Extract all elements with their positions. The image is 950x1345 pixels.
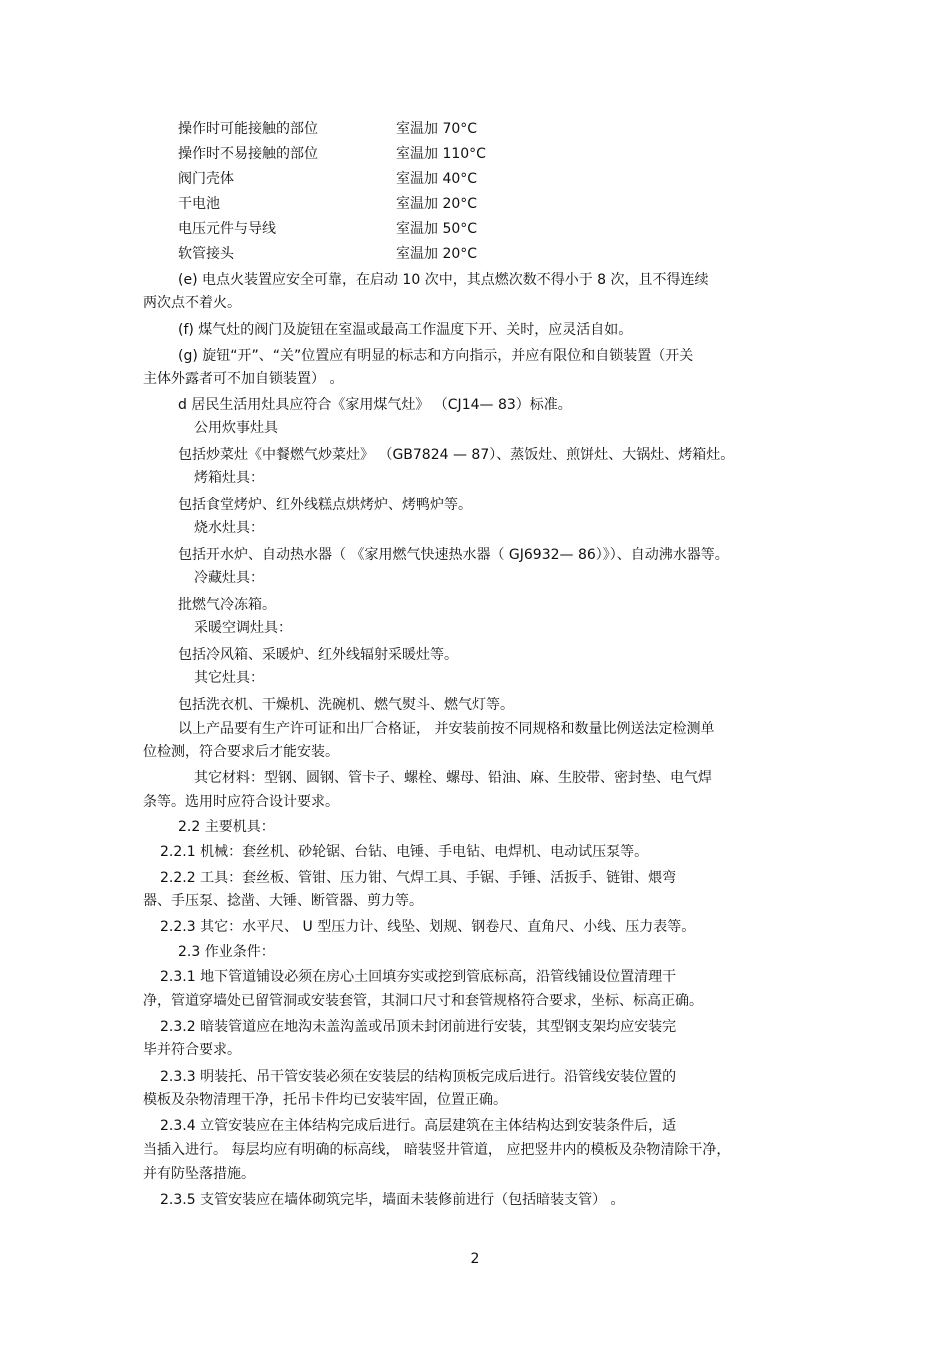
text-line: 其它灶具： [194,670,264,686]
text-line: 模板及杂物清理干净，托吊卡件均已安装牢固，位置正确。 [143,1092,507,1108]
table-part: 电压元件与导线 [178,221,276,237]
text-line: (e) 电点火装置应安全可靠，在启动 10 次中，其点燃次数不得小于 8 次，且不得连续 [178,272,709,288]
text-line: 2.2.3 其它：水平尺、 U 型压力计、线坠、划规、钢卷尺、直角尺、小线、压力表等。 [160,919,696,935]
text-line: 以上产品要有生产许可证和出厂合格证， 并安装前按不同规格和数量比例送法定检测单 [178,721,715,737]
text-line: 条等。选用时应符合设计要求。 [143,794,339,810]
table-value: 室温加 20°C [396,246,478,262]
text-line: 两次点不着火。 [143,295,241,311]
text-line: 2.3.3 明装托、吊干管安装必须在安装层的结构顶板完成后进行。沿管线安装位置的 [160,1069,677,1085]
text-line: (f) 煤气灶的阀门及旋钮在室温或最高工作温度下开、关时，应灵活自如。 [178,322,633,338]
text-line: 并有防坠落措施。 [143,1166,255,1182]
table-part: 干电池 [178,196,220,212]
text-line: 净，管道穿墙处已留管洞或安装套管，其洞口尺寸和套管规格符合要求，坐标、标高正确。 [143,993,703,1009]
text-line: 2.2.2 工具：套丝板、管钳、压力钳、气焊工具、手锯、手锤、活扳手、链钳、煨弯 [160,870,677,886]
text-line: 当插入进行。 每层均应有明确的标高线， 暗装竖井管道， 应把竖井内的模板及杂物清除干净， [143,1142,731,1158]
text-line: 2.3.1 地下管道铺设必须在房心土回填夯实或挖到管底标高，沿管线铺设位置清理干 [160,969,677,985]
text-line: 冷藏灶具： [194,570,264,586]
table-value: 室温加 110°C [396,146,486,162]
text-line: 包括炒菜灶《中餐燃气炒菜灶》 （GB7824 — 87）、蒸饭灶、煎饼灶、大锅灶、烤箱灶。 [178,447,735,463]
text-line: 位检测，符合要求后才能安装。 [143,744,339,760]
text-line: 2.3.4 立管安装应在主体结构完成后进行。高层建筑在主体结构达到安装条件后，适 [160,1118,677,1134]
text-line: 2.2.1 机械：套丝机、砂轮锯、台钻、电锤、手电钻、电焊机、电动试压泵等。 [160,844,649,860]
text-line: 2.2 主要机具： [178,819,275,835]
text-line: 烤箱灶具： [194,470,264,486]
table-part: 操作时不易接触的部位 [178,146,318,162]
table-value: 室温加 70°C [396,121,478,137]
table-value: 室温加 50°C [396,221,478,237]
table-value: 室温加 20°C [396,196,478,212]
text-line: 其它材料：型钢、圆钢、管卡子、螺栓、螺母、铅油、麻、生胶带、密封垫、电气焊 [194,770,712,786]
text-line: (g) 旋钮“开”、“关”位置应有明显的标志和方向指示，并应有限位和自锁装置（开关 [178,348,694,364]
text-line: 烧水灶具： [194,520,264,536]
table-part: 操作时可能接触的部位 [178,121,318,137]
text-line: 包括冷风箱、采暖炉、红外线辐射采暖灶等。 [178,647,458,663]
text-line: 2.3.2 暗装管道应在地沟未盖沟盖或吊顶未封闭前进行安装，其型钢支架均应安装完 [160,1019,677,1035]
text-line: 器、手压泵、捻凿、大锤、断管器、剪力等。 [143,893,423,909]
page-number: 2 [470,1251,480,1267]
text-line: 包括开水炉、自动热水器（ 《家用燃气快速热水器（ GJ6932— 86）》）、自动沸水器等。 [178,547,729,563]
text-line: d 居民生活用灶具应符合《家用煤气灶》 （CJ14— 83）标准。 [178,397,572,413]
text-line: 主体外露者可不加自锁装置） 。 [143,371,344,387]
table-part: 阀门壳体 [178,171,234,187]
text-line: 采暖空调灶具： [194,620,292,636]
text-line: 批燃气冷冻箱。 [178,597,276,613]
text-line: 毕并符合要求。 [143,1042,241,1058]
table-value: 室温加 40°C [396,171,478,187]
text-line: 2.3.5 支管安装应在墙体砌筑完毕，墙面未装修前进行（包括暗装支管） 。 [160,1192,625,1208]
text-line: 包括食堂烤炉、红外线糕点烘烤炉、烤鸭炉等。 [178,497,472,513]
table-part: 软管接头 [178,246,234,262]
text-line: 公用炊事灶具 [194,420,278,436]
text-line: 包括洗衣机、干燥机、洗碗机、燃气熨斗、燃气灯等。 [178,697,514,713]
text-line: 2.3 作业条件： [178,944,275,960]
